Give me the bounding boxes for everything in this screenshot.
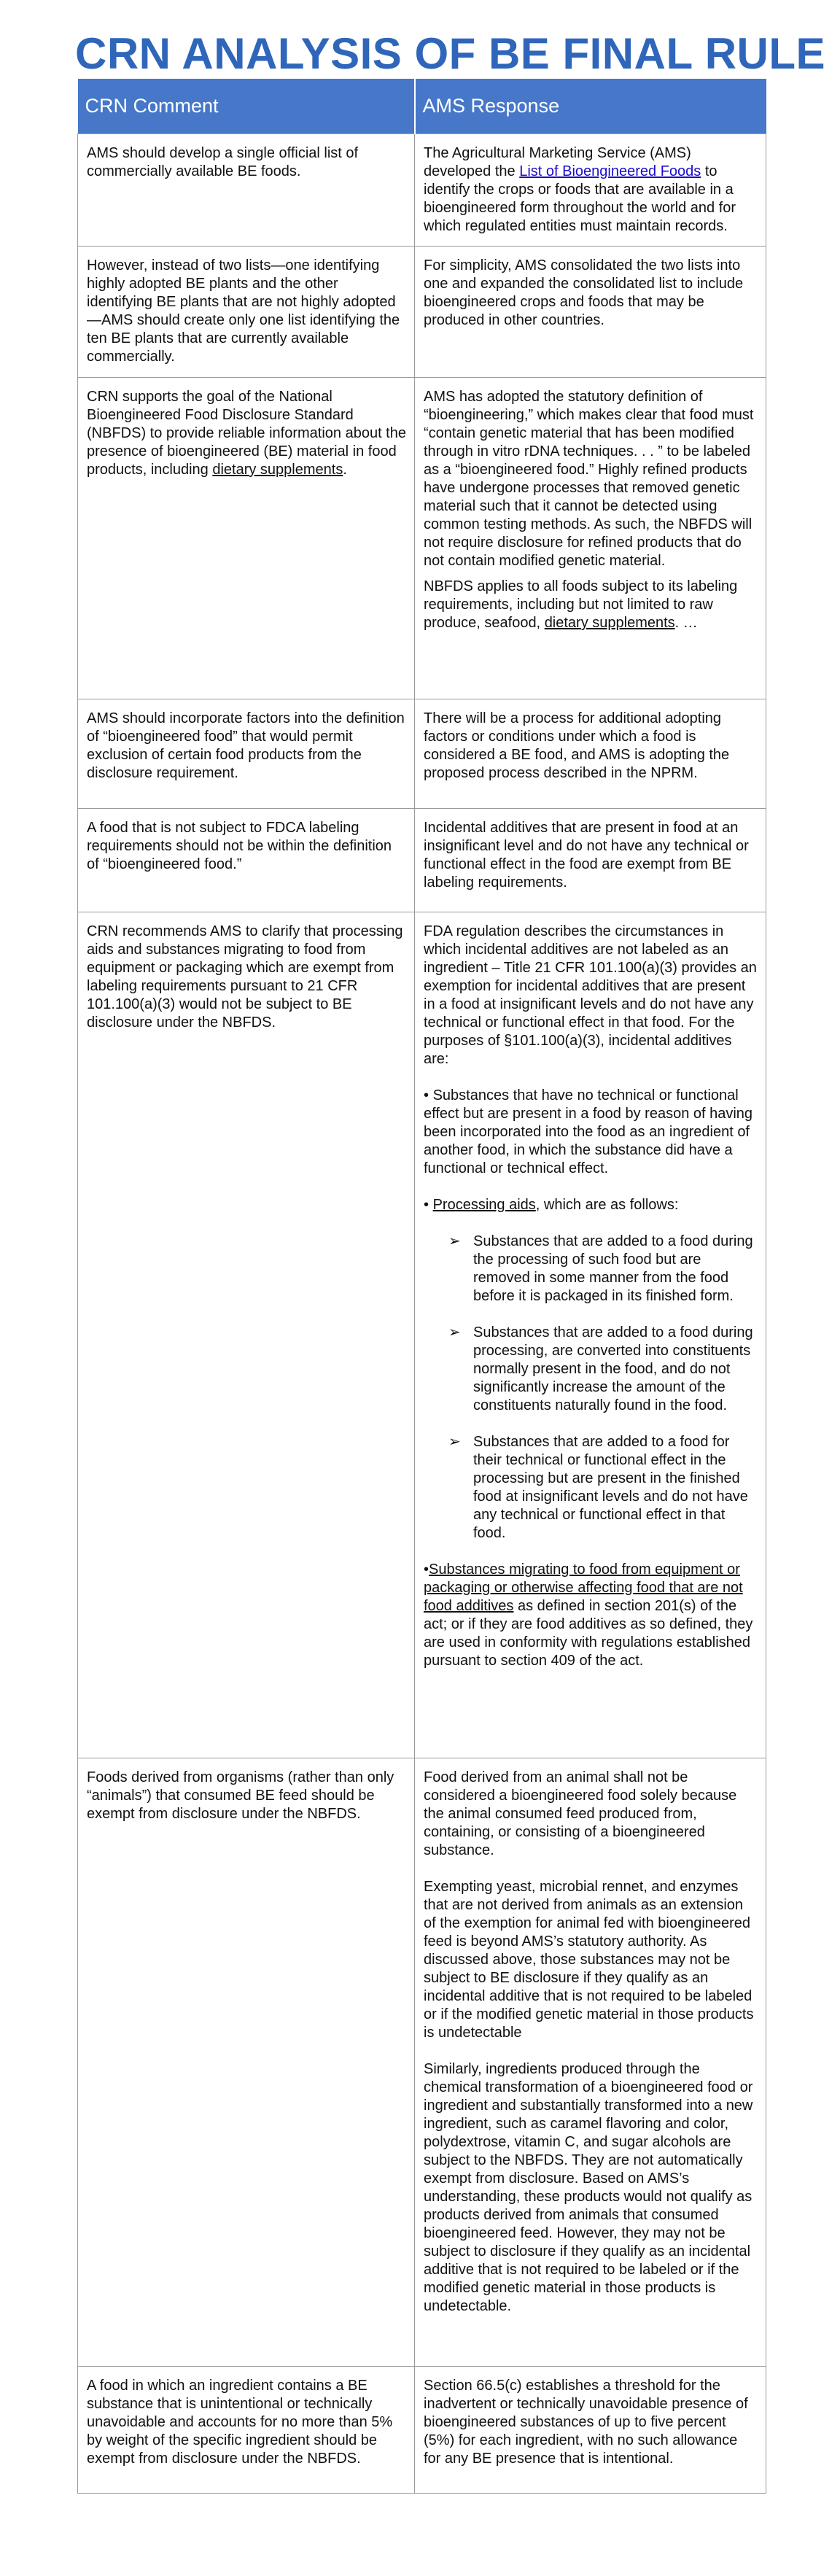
crn-comment-text: AMS should develop a single official list of commercially available BE foods.: [87, 145, 359, 179]
ams-response-text: The Agricultural Marketing Service (AMS) developed the List of Bioengineered Foods to identify the crops or foods that are available in a bioengineered form throughout the world and for which regulated entities must maintain records.: [424, 145, 736, 234]
bullet-item: • Substances that have no technical or functional effect but are present in a food by reason of having been incorporated into the food as an ingredient of another food, in which the substance did have a functional or technical effect.: [424, 1087, 753, 1176]
ams-response-cell: [415, 378, 766, 699]
crn-comment-text: A food that is not subject to FDCA labeling requirements should not be within the definition of “bioengineered food.”: [87, 820, 392, 872]
crn-comment-text: CRN recommends AMS to clarify that processing aids and substances migrating to food from equipment or packaging which are exempt from labeling requirements pursuant to 21 CFR 101.100(a)(3) would not be subject to BE disclosure under the NBFDS.: [87, 923, 403, 1031]
list-item: ➢ Substances that are added to a food during the processing of such food but are removed in some manner from the food before it is packaged in its finished form.: [448, 1233, 753, 1304]
bullet-item: •Substances migrating to food from equipment or packaging or otherwise affecting food that are not food additives as defined in section 201(s) of the act; or if they are food additives as so defined, they are used in conformity with regulations established pursuant to section 409 of the act.: [424, 1561, 753, 1669]
ams-response-text: NBFDS applies to all foods subject to its labeling requirements, including but not limited to raw produce, seafood, dietary supplements. …: [424, 578, 738, 631]
ams-response-cell: [415, 912, 766, 1758]
crn-comment-cell: [78, 699, 415, 809]
crn-comment-cell: [78, 912, 415, 1758]
table-row: [78, 378, 766, 699]
crn-comment-text: AMS should incorporate factors into the definition of “bioengineered food” that would permit exclusion of certain food products from the disclosure requirement.: [87, 710, 405, 781]
crn-comment-cell: [78, 809, 415, 912]
table-row: [78, 809, 766, 912]
bullet-item: • Processing aids, which are as follows:: [424, 1197, 679, 1213]
ams-response-cell: [415, 2367, 766, 2494]
bullet-icon: •: [424, 1561, 429, 1578]
ams-response-text: Food derived from an animal shall not be considered a bioengineered food solely because the animal consumed feed produced from, containing, or consisting of a bioengineered substance.: [424, 1769, 737, 1858]
ams-response-text: FDA regulation describes the circumstances in which incidental additives are not labeled as an ingredient – Title 21 CFR 101.100(a)(3) provides an exemption for incidental additives that are present in a food at insignificant levels and do not have any technical or functional effect in that food. For the purposes of §101.100(a)(3), incidental additives are:: [424, 923, 757, 1067]
processing-aids-underlined: Processing aids: [432, 1197, 536, 1213]
ams-response-text: AMS has adopted the statutory definition of “bioengineering,” which makes clear that food must “contain genetic material that has been modified through in vitro rDNA techniques. . . ” to be labeled as a “bioengineered food.” Highly refined products have undergone processes that removed genetic material such that it cannot be detected using common testing methods. As such, the NBFDS will not require disclosure for refined products that do not contain modified genetic material.: [424, 389, 754, 569]
ams-response-cell: [415, 699, 766, 809]
crn-comment-text: However, instead of two lists—one identifying highly adopted BE plants and the other identifying BE plants that are not highly adopted—AMS should create only one list identifying the ten BE plants that are currently available commercially.: [87, 257, 400, 365]
dietary-supplements-underlined: dietary supplements: [212, 462, 343, 478]
arrow-bullet-icon: ➢: [448, 1233, 461, 1249]
ams-response-cell: [415, 809, 766, 912]
table-header-row: [78, 79, 766, 134]
table-row: [78, 1758, 766, 2367]
header-crn-comment: CRN Comment: [78, 79, 415, 134]
bullet-icon: •: [424, 1197, 429, 1213]
table-row: [78, 2367, 766, 2494]
page-title: CRN ANALYSIS OF BE FINAL RULE: [75, 29, 826, 78]
ams-response-text: Section 66.5(c) establishes a threshold for the inadvertent or technically unavoidable presence of bioengineered substances of up to five percent (5%) for each ingredient, with no such allowance for any BE presence that is intentional.: [424, 2378, 748, 2467]
crn-comment-text: CRN supports the goal of the National Bioengineered Food Disclosure Standard (NBFDS) to provide reliable information about the presence of bioengineered (BE) material in food products, including dietary supplements.: [87, 389, 406, 478]
substances-migrating-underlined: Substances migrating to food from equipment or packaging or otherwise affecting food that are not food additives: [424, 1561, 743, 1614]
ams-response-text: Incidental additives that are present in food at an insignificant level and do not have any technical or functional effect in the food are exempt from BE labeling requirements.: [424, 820, 749, 891]
processing-aids-list: [424, 1233, 758, 1543]
table-row: [78, 699, 766, 809]
comment-response-table: [77, 79, 766, 2494]
crn-comment-cell: [78, 2367, 415, 2494]
arrow-bullet-icon: ➢: [448, 1324, 461, 1341]
ams-response-cell: [415, 1758, 766, 2367]
table-row: [78, 247, 766, 378]
ams-response-cell: [415, 247, 766, 378]
crn-comment-cell: [78, 1758, 415, 2367]
crn-comment-cell: [78, 247, 415, 378]
table-row: [78, 912, 766, 1758]
list-item: ➢ Substances that are added to a food for their technical or functional effect in the processing but are present in the finished food at insignificant levels and do not have any technical or functional effect in that food.: [448, 1434, 748, 1541]
ams-response-cell: [415, 134, 766, 247]
ams-response-text: Similarly, ingredients produced through the chemical transformation of a bioengineered food or ingredient and substantially transformed into a new ingredient, such as caramel flavoring and color, polydextrose, vitamin C, and sugar alcohols are subject to the NBFDS. They are not automatically exempt from disclosure. Based on AMS’s understanding, these products would not qualify as products derived from animals that consumed bioengineered feed. However, they may not be subject to disclosure if they qualify as an incidental additive that is not required to be labeled or if the modified genetic material in those products is undetectable.: [424, 2061, 753, 2314]
crn-comment-text: A food in which an ingredient contains a BE substance that is unintentional or technically unavoidable and accounts for no more than 5% by weight of the specific ingredient should be exempt from disclosure under the NBFDS.: [87, 2378, 393, 2467]
crn-comment-text: Foods derived from organisms (rather than only “animals”) that consumed BE feed should be exempt from disclosure under the NBFDS.: [87, 1769, 394, 1822]
crn-comment-cell: [78, 134, 415, 247]
crn-comment-cell: [78, 378, 415, 699]
list-item: ➢ Substances that are added to a food during processing, are converted into constituents normally present in the food, and do not significantly increase the amount of the constituents naturally found in the food.: [448, 1324, 753, 1413]
bioengineered-foods-list-link[interactable]: List of Bioengineered Foods: [519, 163, 701, 179]
table-row: [78, 134, 766, 247]
arrow-bullet-icon: ➢: [448, 1434, 461, 1450]
dietary-supplements-underlined: dietary supplements: [544, 615, 675, 631]
bullet-icon: •: [424, 1087, 429, 1103]
ams-response-text: Exempting yeast, microbial rennet, and enzymes that are not derived from animals as an extension of the exemption for animal fed with bioengineered feed is beyond AMS’s statutory authority. As discussed above, those substances may not be subject to BE disclosure if they qualify as an incidental additive that is not required to be labeled or if the modified genetic material in those products is undetectable: [424, 1879, 754, 2041]
ams-response-text: There will be a process for additional adopting factors or conditions under which a food is considered a BE food, and AMS is adopting the proposed process described in the NPRM.: [424, 710, 730, 781]
header-ams-response: AMS Response: [415, 79, 766, 134]
ams-response-text: For simplicity, AMS consolidated the two lists into one and expanded the consolidated list to include bioengineered crops and foods that may be produced in other countries.: [424, 257, 744, 328]
